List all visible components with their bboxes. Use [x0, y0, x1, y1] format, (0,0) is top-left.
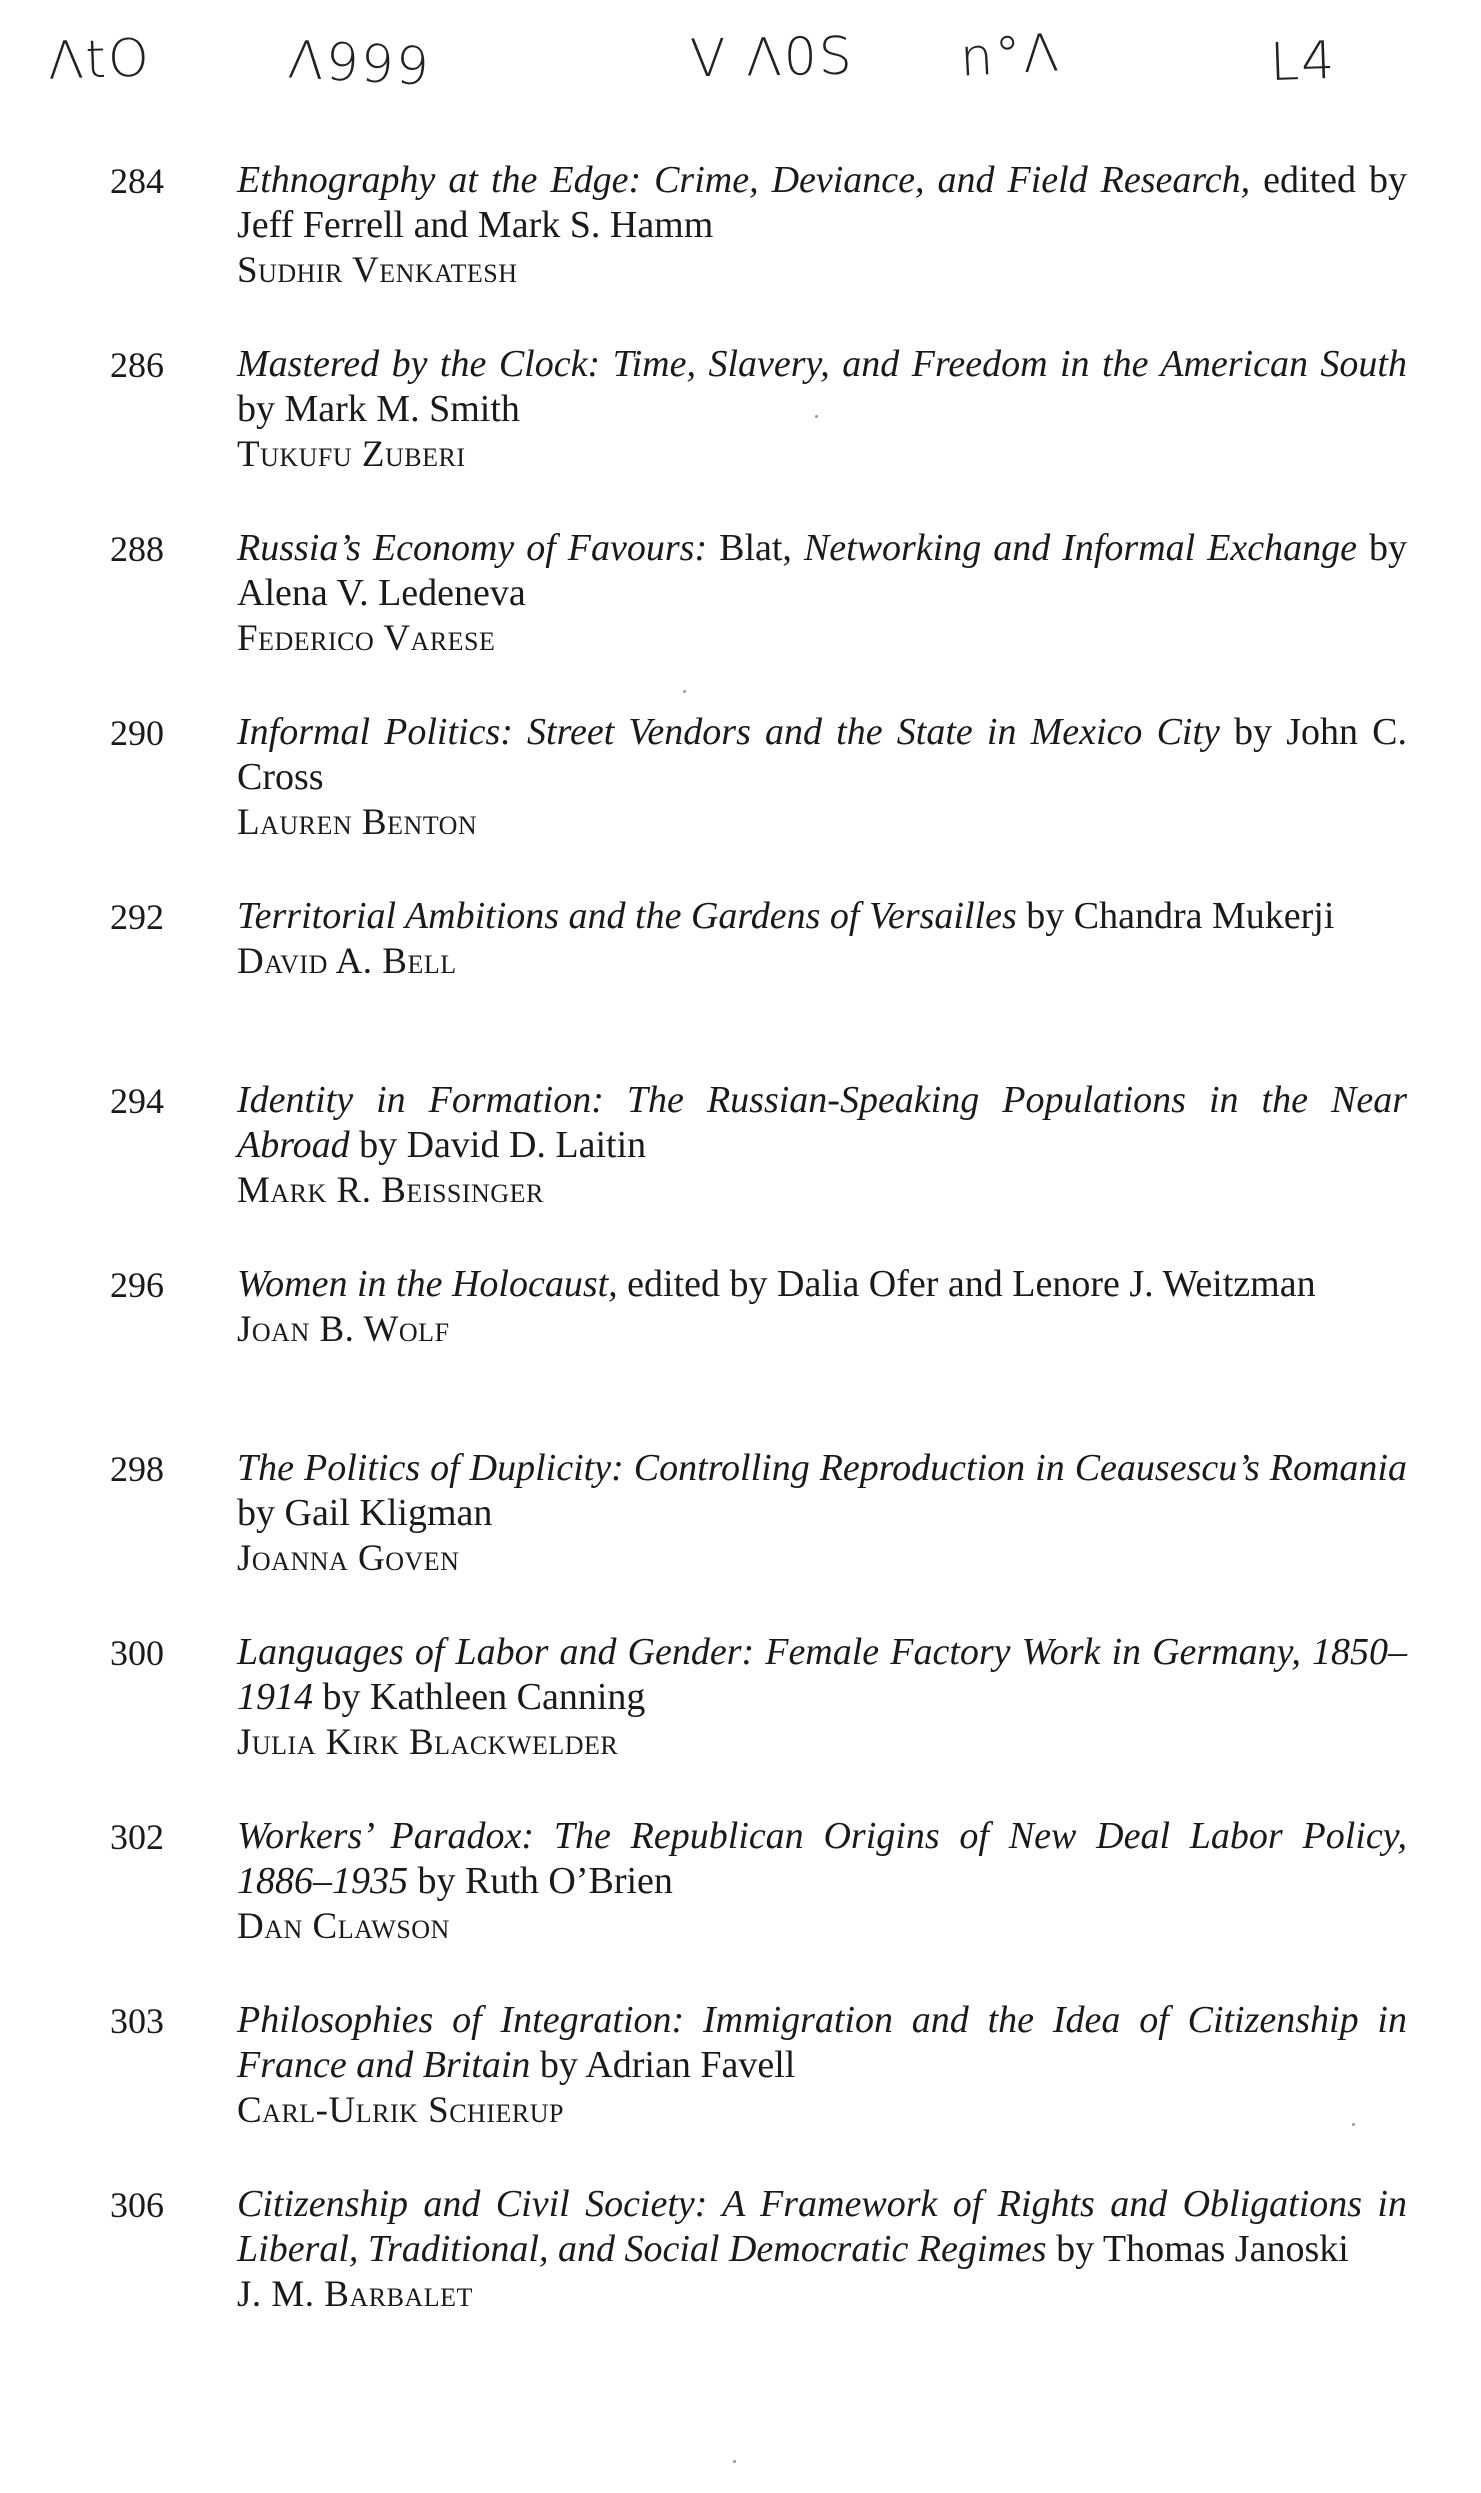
scan-speck [733, 2460, 736, 2463]
book-authors: by Ruth O’Brien [408, 1860, 673, 1902]
review-entry [0, 158, 1481, 342]
book-title: Women in the Holocaust, [237, 1263, 618, 1305]
book-title: Territorial Ambitions and the Gardens of Versailles [237, 895, 1017, 937]
reviewer-name: Federico Varese [237, 618, 496, 659]
book-authors: edited by Dalia Ofer and Lenore J. Weitzman [617, 1263, 1316, 1305]
book-authors: by Thomas Janoski [1046, 2228, 1349, 2270]
page-number: 300 [110, 1633, 164, 1673]
entry-text [237, 1078, 1407, 1213]
entry-text [237, 1446, 1407, 1581]
book-authors: edited by Jeff Ferrell and Mark S. Hamm [237, 159, 1407, 246]
reviewer-name: Lauren Benton [237, 802, 478, 843]
reviewer-name: Joan B. Wolf [237, 1309, 450, 1350]
review-entry [0, 526, 1481, 710]
review-entry [0, 1446, 1481, 1630]
page-number: 302 [110, 1817, 164, 1857]
entry-text [237, 710, 1407, 845]
page-number: 306 [110, 2185, 164, 2225]
book-authors: by Mark M. Smith [237, 388, 520, 430]
book-authors: by Adrian Favell [530, 2044, 796, 2086]
book-authors: by Alena V. Ledeneva [237, 527, 1408, 614]
book-title: The Politics of Duplicity: Controlling Reproduction in Ceausescu’s Romania [237, 1447, 1407, 1489]
book-title: Philosophies of Integration: Immigration and the Idea of Citizenship in France and Britain [237, 1999, 1407, 2086]
book-authors: by Kathleen Canning [313, 1676, 646, 1718]
entry-text [237, 2182, 1407, 2317]
page-number: 303 [110, 2001, 164, 2041]
entry-text [237, 1630, 1407, 1765]
page-number: 294 [110, 1081, 164, 1121]
book-title: Mastered by the Clock: Time, Slavery, and Freedom in the American South [237, 343, 1407, 385]
review-entry [0, 710, 1481, 894]
page-number: 288 [110, 529, 164, 569]
review-entry [0, 1814, 1481, 1998]
handwritten-note: ɅtO [46, 28, 152, 92]
handwritten-note: V Λ0S [689, 26, 855, 90]
reviewer-name: Mark R. Beissinger [237, 1170, 544, 1211]
book-title: Informal Politics: Street Vendors and the State in Mexico City [237, 711, 1220, 753]
book-title: Identity in Formation: The Russian-Speaking Populations in the Near Abroad [237, 1079, 1407, 1166]
book-authors: by David D. Laitin [349, 1124, 647, 1166]
review-entry [0, 1262, 1481, 1446]
page-number: 296 [110, 1265, 164, 1305]
review-entry [0, 2182, 1481, 2366]
scan-speck [1352, 2123, 1355, 2126]
handwritten-annotations [0, 22, 1481, 112]
reviewer-name: J. M. Barbalet [237, 2274, 473, 2315]
book-title: Ethnography at the Edge: Crime, Deviance, and Field Research, [237, 159, 1251, 201]
book-title: Russia’s Economy of Favours: [237, 527, 708, 569]
entry-text [237, 1814, 1407, 1949]
book-title: Workers’ Paradox: The Republican Origins of New Deal Labor Policy, 1886–1935 [237, 1815, 1407, 1902]
book-title: Languages of Labor and Gender: Female Factory Work in Germany, 1850–1914 [237, 1631, 1407, 1718]
page-number: 290 [110, 713, 164, 753]
scan-speck [683, 690, 686, 693]
book-authors: by Gail Kligman [237, 1492, 493, 1534]
handwritten-note: n°Λ [958, 23, 1063, 89]
book-authors: by John C. Cross [237, 711, 1407, 798]
handwritten-note: L4 [1268, 30, 1338, 94]
reviewer-name: Carl-Ulrik Schierup [237, 2090, 564, 2131]
review-entry [0, 1998, 1481, 2182]
reviewer-name: David A. Bell [237, 941, 457, 982]
entry-text [237, 342, 1407, 477]
page-number: 292 [110, 897, 164, 937]
review-entry [0, 342, 1481, 526]
entry-text [237, 1998, 1407, 2133]
handwritten-note: Λ999 [286, 30, 433, 98]
entry-text [237, 158, 1407, 293]
entry-text [237, 894, 1407, 984]
book-authors: by Chandra Mukerji [1016, 895, 1335, 937]
review-entry [0, 1630, 1481, 1814]
reviewer-name: Sudhir Venkatesh [237, 250, 518, 291]
reviewer-name: Dan Clawson [237, 1906, 450, 1947]
book-title-roman-word: Blat, [707, 527, 792, 569]
review-entry [0, 1078, 1481, 1262]
page-number: 286 [110, 345, 164, 385]
entry-text [237, 526, 1407, 661]
reviewer-name: Tukufu Zuberi [237, 434, 466, 475]
entry-text [237, 1262, 1407, 1352]
scan-speck [815, 415, 818, 418]
page-number: 284 [110, 161, 164, 201]
page-number: 298 [110, 1449, 164, 1489]
reviewer-name: Julia Kirk Blackwelder [237, 1722, 619, 1763]
reviewer-name: Joanna Goven [237, 1538, 460, 1579]
review-list [0, 158, 1481, 2366]
review-entry [0, 894, 1481, 1078]
book-title-continued: Networking and Informal Exchange [791, 527, 1358, 569]
book-title: Citizenship and Civil Society: A Framework of Rights and Obligations in Liberal, Traditional, and Social Democratic Regimes [237, 2183, 1407, 2270]
